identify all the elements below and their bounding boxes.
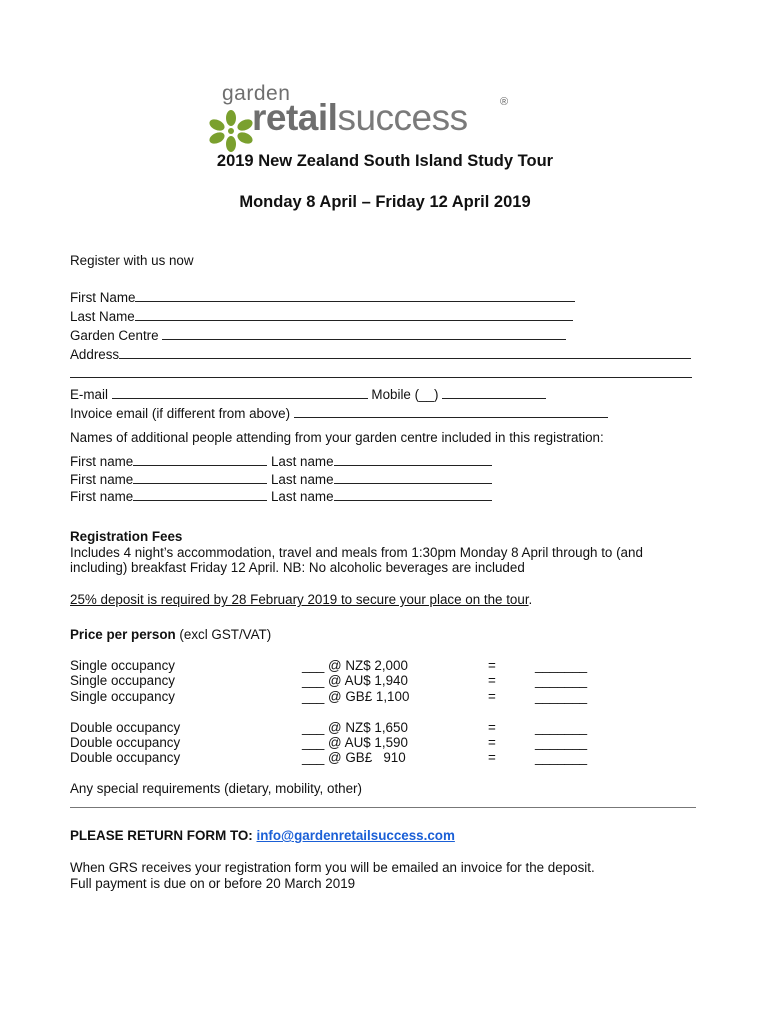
mobile-blank[interactable] [442, 386, 546, 399]
mobile-label: Mobile (__) [371, 387, 439, 402]
additional-first-label: First name [70, 472, 134, 487]
special-requirements-label: Any special requirements (dietary, mobility, other) [70, 781, 362, 796]
footer-line-2: Full payment is due on or before 20 March 2019 [70, 876, 356, 891]
additional-person-row [70, 453, 492, 470]
logo-retail-word: retail [252, 97, 338, 138]
email-label: E-mail [70, 387, 108, 402]
additional-first-blank[interactable] [133, 488, 267, 501]
last-name-blank[interactable] [135, 308, 573, 321]
occupancy-label: Double occupancy [70, 735, 181, 750]
garden-retail-success-logo [208, 82, 528, 152]
additional-first-blank[interactable] [133, 453, 267, 466]
additional-last-blank[interactable] [334, 453, 492, 466]
registration-fees-heading: Registration Fees [70, 529, 183, 544]
rate-entry[interactable]: ___ @ NZ$ 2,000 [302, 658, 408, 673]
occupancy-label: Single occupancy [70, 689, 175, 704]
return-email-link[interactable]: info@gardenretailsuccess.com [256, 828, 455, 843]
deposit-period: . [528, 592, 533, 607]
total-blank[interactable]: _______ [535, 689, 588, 704]
occupancy-label: Single occupancy [70, 673, 175, 688]
deposit-text: 25% deposit is required by 28 February 2019 to secure your place on the tour [70, 592, 529, 607]
price-heading-note: (excl GST/VAT) [179, 627, 272, 642]
equals-sign: = [488, 720, 496, 735]
logo-garden-word: garden [222, 82, 291, 105]
first-name-field[interactable] [70, 289, 575, 306]
return-instruction [70, 828, 455, 844]
additional-last-label: Last name [270, 489, 334, 504]
return-label: PLEASE RETURN FORM TO: [70, 828, 253, 843]
tour-dates: Monday 8 April – Friday 12 April 2019 [239, 193, 531, 211]
address-blank[interactable] [119, 346, 691, 359]
address-label: Address [70, 347, 120, 362]
equals-sign: = [488, 750, 496, 765]
invoice-email-blank[interactable] [294, 405, 608, 418]
additional-last-label: Last name [270, 454, 334, 469]
equals-sign: = [488, 658, 496, 673]
email-mobile-row [70, 386, 546, 403]
garden-centre-blank[interactable] [162, 327, 566, 340]
fees-description-line-2: including) breakfast Friday 12 April. NB: No alcoholic beverages are included [70, 560, 525, 575]
occupancy-label: Single occupancy [70, 658, 175, 673]
last-name-field[interactable] [70, 308, 573, 325]
invoice-email-field[interactable] [70, 405, 608, 422]
occupancy-label: Double occupancy [70, 720, 181, 735]
footer-line-1: When GRS receives your registration form you will be emailed an invoice for the deposit. [70, 860, 595, 875]
price-heading [70, 627, 271, 643]
register-prompt: Register with us now [70, 253, 194, 268]
total-blank[interactable]: _______ [535, 673, 588, 688]
rate-entry[interactable]: ___ @ AU$ 1,590 [302, 735, 408, 750]
additional-person-row [70, 471, 492, 488]
logo-success-word: success [337, 97, 468, 138]
equals-sign: = [488, 673, 496, 688]
garden-centre-label: Garden Centre [70, 328, 159, 343]
last-name-label: Last Name [70, 309, 135, 324]
additional-last-label: Last name [270, 472, 334, 487]
rate-entry[interactable]: ___ @ GB£ 1,100 [302, 689, 410, 704]
first-name-blank[interactable] [135, 289, 575, 302]
price-heading-label: Price per person [70, 627, 176, 642]
occupancy-label: Double occupancy [70, 750, 181, 765]
total-blank[interactable]: _______ [535, 735, 588, 750]
total-blank[interactable]: _______ [535, 750, 588, 765]
flower-icon [208, 110, 254, 152]
additional-person-row [70, 488, 492, 505]
address-field[interactable] [70, 346, 691, 363]
additional-last-blank[interactable] [334, 471, 492, 484]
additional-first-label: First name [70, 489, 134, 504]
additional-first-blank[interactable] [133, 471, 267, 484]
fees-description-line-1: Includes 4 night’s accommodation, travel and meals from 1:30pm Monday 8 April through to (and [70, 545, 643, 560]
additional-people-heading: Names of additional people attending from your garden centre included in this registration: [70, 430, 604, 445]
invoice-email-label: Invoice email (if different from above) [70, 406, 291, 421]
additional-first-label: First name [70, 454, 134, 469]
rate-entry[interactable]: ___ @ NZ$ 1,650 [302, 720, 408, 735]
garden-centre-field[interactable] [70, 327, 566, 344]
address-line-2[interactable] [70, 377, 692, 378]
registered-mark: ® [500, 96, 509, 108]
deposit-notice [70, 592, 532, 608]
total-blank[interactable]: _______ [535, 658, 588, 673]
additional-last-blank[interactable] [334, 488, 492, 501]
total-blank[interactable]: _______ [535, 720, 588, 735]
rate-entry[interactable]: ___ @ AU$ 1,940 [302, 673, 408, 688]
page-title: 2019 New Zealand South Island Study Tour [216, 152, 554, 170]
email-blank[interactable] [112, 386, 368, 399]
first-name-label: First Name [70, 290, 136, 305]
equals-sign: = [488, 735, 496, 750]
special-requirements-line[interactable] [70, 807, 696, 808]
logo-brand-text [252, 98, 468, 138]
equals-sign: = [488, 689, 496, 704]
rate-entry[interactable]: ___ @ GB£ 910 [302, 750, 406, 765]
